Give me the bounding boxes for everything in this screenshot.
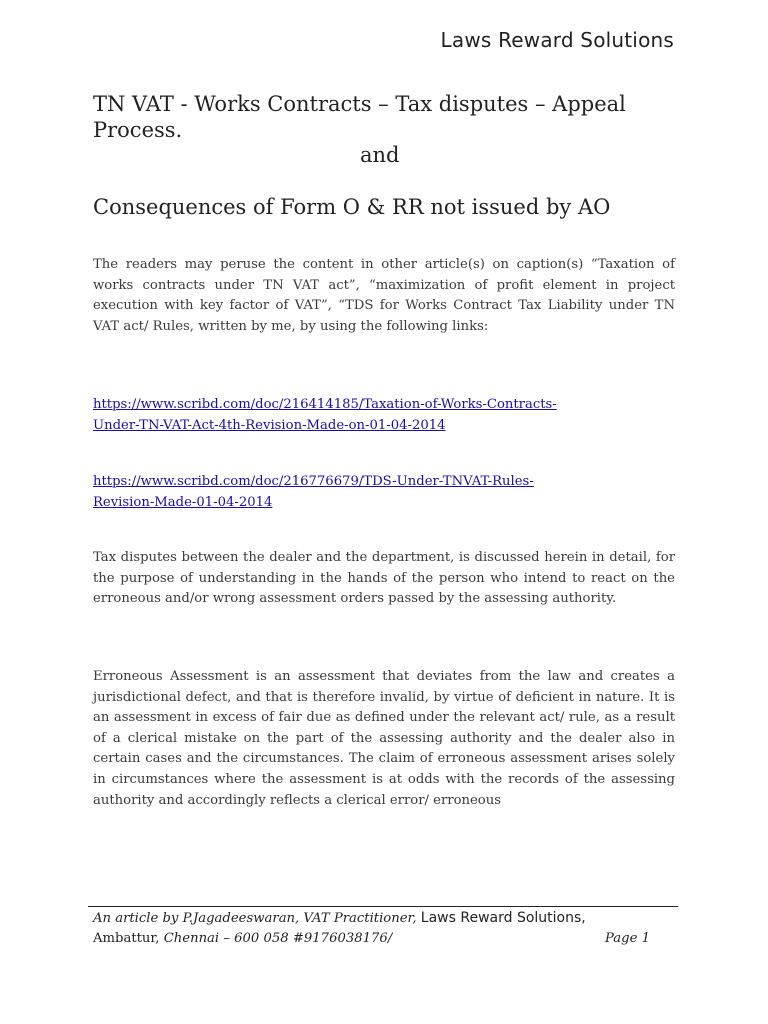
tax-disputes-paragraph: Tax disputes between the dealer and the department, is discussed herein in detail, for the purpose of understanding in the hands of the person who intend to react on the erroneous and/or wrong assessment orders passed by the assessing authority.	[93, 550, 675, 607]
footer-author-line	[93, 910, 678, 926]
footer-brand: Laws Reward Solutions,	[420, 910, 586, 926]
link-line: https://www.scribd.com/doc/216414185/Taxation-of-Works-Contracts-	[93, 397, 557, 412]
title-line-1: TN VAT - Works Contracts – Tax disputes – Appeal	[93, 92, 626, 116]
intro-paragraph: The readers may peruse the content in other article(s) on caption(s) “Taxation of works contracts under TN VAT act”, “maximization of profit element in project execution with key factor of VAT”, “TDS for Works Contract Tax Liability under TN VAT act/ Rules, written by me, by using the following links:	[93, 257, 675, 334]
footer-address-line	[93, 931, 678, 946]
footer-author: An article by P.Jagadeeswaran, VAT Practitioner,	[93, 911, 417, 926]
title-line-3: Consequences of Form O & RR not issued by AO	[93, 195, 611, 219]
scribd-link-works-contracts[interactable]	[93, 395, 683, 436]
title-connector: and	[360, 143, 400, 167]
footer-place: Ambattur,	[93, 931, 160, 946]
title-line-2: Process.	[93, 118, 183, 142]
header-brand: Laws Reward Solutions	[440, 28, 674, 52]
footer-divider	[88, 906, 678, 907]
link-line: https://www.scribd.com/doc/216776679/TDS-Under-TNVAT-Rules-	[93, 474, 534, 489]
footer-contact: Chennai – 600 058 #9176038176/	[163, 931, 393, 946]
scribd-link-tds-rules[interactable]	[93, 472, 683, 513]
erroneous-assessment-paragraph: Erroneous Assessment is an assessment that deviates from the law and creates a jurisdictional defect, and that is therefore invalid, by virtue of deficient in nature. It is an assessment in excess of fair due as defined under the relevant act/ rule, as a result of a clerical mistake on the part of the assessing authority and the dealer also in certain cases and the circumstances. The claim of erroneous assessment arises solely in circumstances where the assessment is at odds with the records of the assessing authority and accordingly reflects a clerical error/ erroneous	[93, 669, 675, 808]
link-line: Under-TN-VAT-Act-4th-Revision-Made-on-01-04-2014	[93, 417, 446, 433]
link-line: Revision-Made-01-04-2014	[93, 494, 273, 510]
page-number: Page 1	[605, 931, 650, 946]
